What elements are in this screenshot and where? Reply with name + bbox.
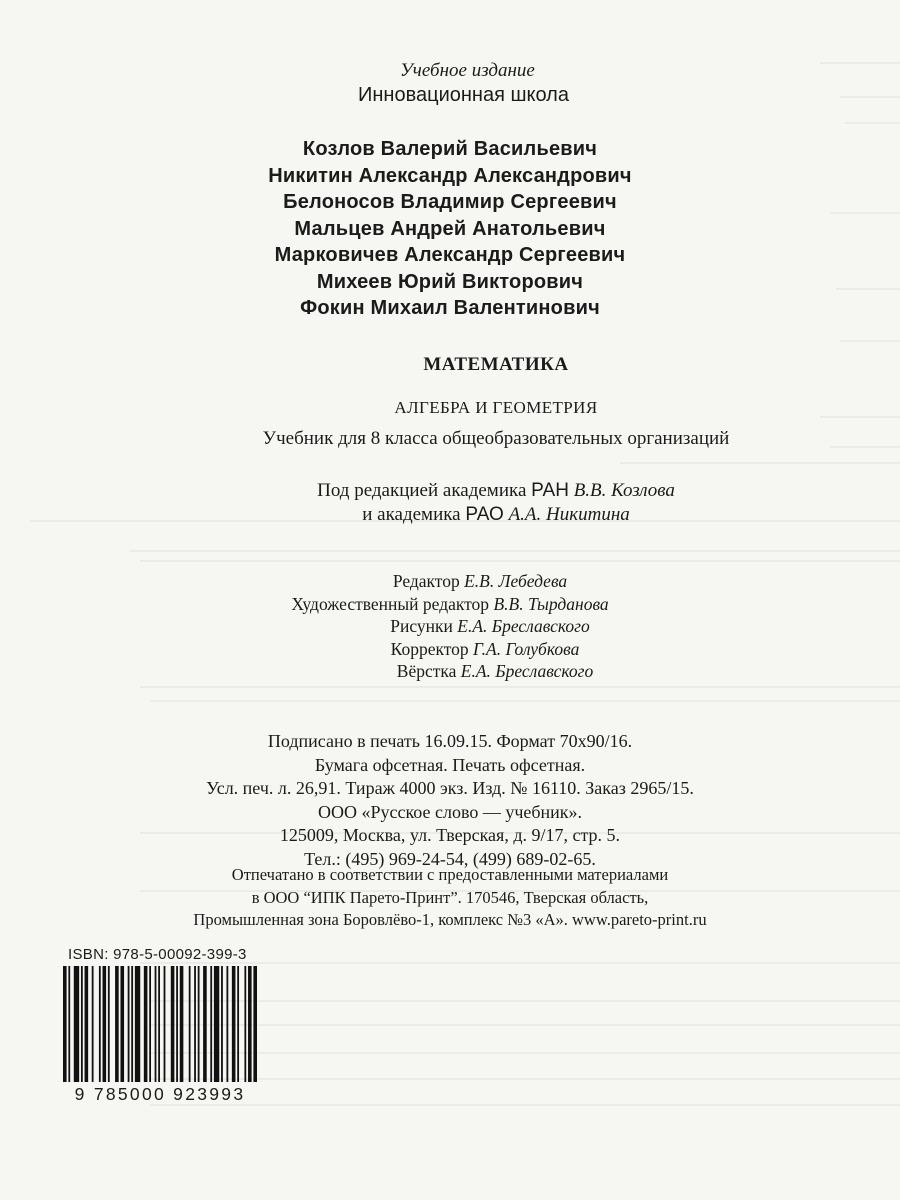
- barcode-bar: [92, 966, 94, 1082]
- editor-line-2: [46, 504, 900, 526]
- staff-role: Корректор: [390, 638, 474, 659]
- barcode-bar: [68, 966, 70, 1082]
- barcode-bar: [131, 966, 133, 1082]
- barcode-bar: [158, 966, 160, 1082]
- series-name: Инновационная школа: [358, 84, 569, 106]
- barcode-bar: [198, 966, 200, 1082]
- barcode-bar: [149, 966, 151, 1082]
- editor-org: РАН: [531, 480, 569, 501]
- barcode-bar: [74, 966, 79, 1082]
- series-label: Учебное издание: [400, 60, 535, 81]
- printer-line: в ООО “ИПК Парето-Принт”. 170546, Тверская область,: [251, 887, 649, 907]
- staff-role: Вёрстка: [396, 661, 461, 681]
- barcode-bar: [226, 966, 228, 1082]
- author-name: Фокин Михаил Валентинович: [300, 297, 600, 319]
- barcode-bar: [155, 966, 157, 1082]
- barcode-bar: [253, 966, 257, 1082]
- printer-line: Промышленная зона Боровлёво-1, комплекс №3 «А». www.pareto-print.ru: [193, 910, 707, 929]
- staff-role: Редактор: [392, 571, 465, 591]
- author-name: Никитин Александр Александрович: [268, 164, 632, 187]
- barcode-bar: [221, 966, 223, 1082]
- barcode-bar: [135, 966, 140, 1082]
- printer-info: [0, 864, 900, 932]
- barcode-bar: [189, 966, 191, 1082]
- barcode-bar: [194, 966, 196, 1082]
- staff-name: Е.В. Лебедева: [464, 571, 568, 591]
- barcode-bar: [63, 966, 67, 1082]
- publisher-phone: Тел.: (495) 969-24-54, (499) 689-02-65.: [304, 848, 596, 869]
- publisher-address: 125009, Москва, ул. Тверская, д. 9/17, стр. 5.: [279, 825, 621, 845]
- grade-line: Учебник для 8 класса общеобразовательных организаций: [262, 428, 730, 449]
- barcode-bar: [144, 966, 148, 1082]
- barcode-bar: [244, 966, 246, 1082]
- barcode-bar: [232, 966, 236, 1082]
- staff-credits: [0, 570, 900, 683]
- editor-org: РАО: [465, 504, 504, 525]
- barcode-bar: [99, 966, 101, 1082]
- author-name: Михеев Юрий Викторович: [316, 270, 584, 293]
- imprint-line: Бумага офсетная. Печать офсетная.: [314, 754, 586, 775]
- editor-prefix: Под редакцией академика: [317, 480, 532, 501]
- barcode-bar: [171, 966, 175, 1082]
- barcode-bar: [180, 966, 184, 1082]
- staff-name: Е.А. Бреславского: [457, 616, 590, 636]
- barcode-bar: [115, 966, 119, 1082]
- staff-credit: [0, 593, 900, 616]
- barcode-bar: [210, 966, 212, 1082]
- author-name: Белоносов Владимир Сергеевич: [283, 191, 617, 213]
- barcode-bars: [63, 966, 257, 1082]
- staff-name: Е.А. Бреславского: [460, 661, 594, 681]
- book-subtitle: АЛГЕБРА И ГЕОМЕТРИЯ: [394, 398, 598, 417]
- staff-credit: [0, 660, 900, 683]
- editor-name: В.В. Козлова: [568, 480, 675, 501]
- publication-imprint: [0, 730, 900, 871]
- staff-role: Художественный редактор: [291, 593, 494, 614]
- author-name: Марковичев Александр Сергеевич: [274, 244, 626, 266]
- barcode-bar: [128, 966, 130, 1082]
- printer-line: Отпечатано в соответствии с предоставленными материалами: [231, 865, 669, 884]
- barcode-bar: [214, 966, 219, 1082]
- barcode-bar: [108, 966, 110, 1082]
- imprint-line: Усл. печ. л. 26,91. Тираж 4000 экз. Изд. № 16110. Заказ 2965/15.: [206, 778, 694, 798]
- staff-role: Рисунки: [390, 616, 458, 636]
- staff-name: В.В. Тырданова: [493, 593, 609, 614]
- barcode-bar: [103, 966, 107, 1082]
- barcode-number: 9 785000 923993: [74, 1084, 246, 1104]
- imprint-line: Подписано в печать 16.09.15. Формат 70х90/16.: [267, 731, 633, 751]
- staff-name: Г.А. Голубкова: [473, 638, 580, 659]
- isbn-text: ISBN: 978-5-00092-399-3: [68, 946, 247, 963]
- author-name: Мальцев Андрей Анатольевич: [294, 217, 606, 240]
- editor-name: А.А. Никитина: [503, 504, 630, 525]
- staff-credit: [0, 570, 900, 593]
- barcode-bar: [85, 966, 89, 1082]
- publisher-line: ООО «Русское слово — учебник».: [317, 801, 583, 822]
- barcode-bar: [176, 966, 178, 1082]
- author-name: Козлов Валерий Васильевич: [302, 138, 598, 160]
- book-title: МАТЕМАТИКА: [423, 354, 569, 375]
- barcode: [63, 966, 257, 1112]
- barcode-bar: [237, 966, 239, 1082]
- staff-credit: [0, 638, 900, 661]
- barcode-bar: [120, 966, 124, 1082]
- barcode-bar: [81, 966, 83, 1082]
- barcode-bar: [203, 966, 207, 1082]
- editor-line-1: [46, 480, 900, 502]
- authors-list: [0, 136, 900, 322]
- barcode-bar: [248, 966, 252, 1082]
- editor-prefix: и академика: [362, 504, 466, 525]
- barcode-bar: [164, 966, 166, 1082]
- staff-credit: [0, 615, 900, 638]
